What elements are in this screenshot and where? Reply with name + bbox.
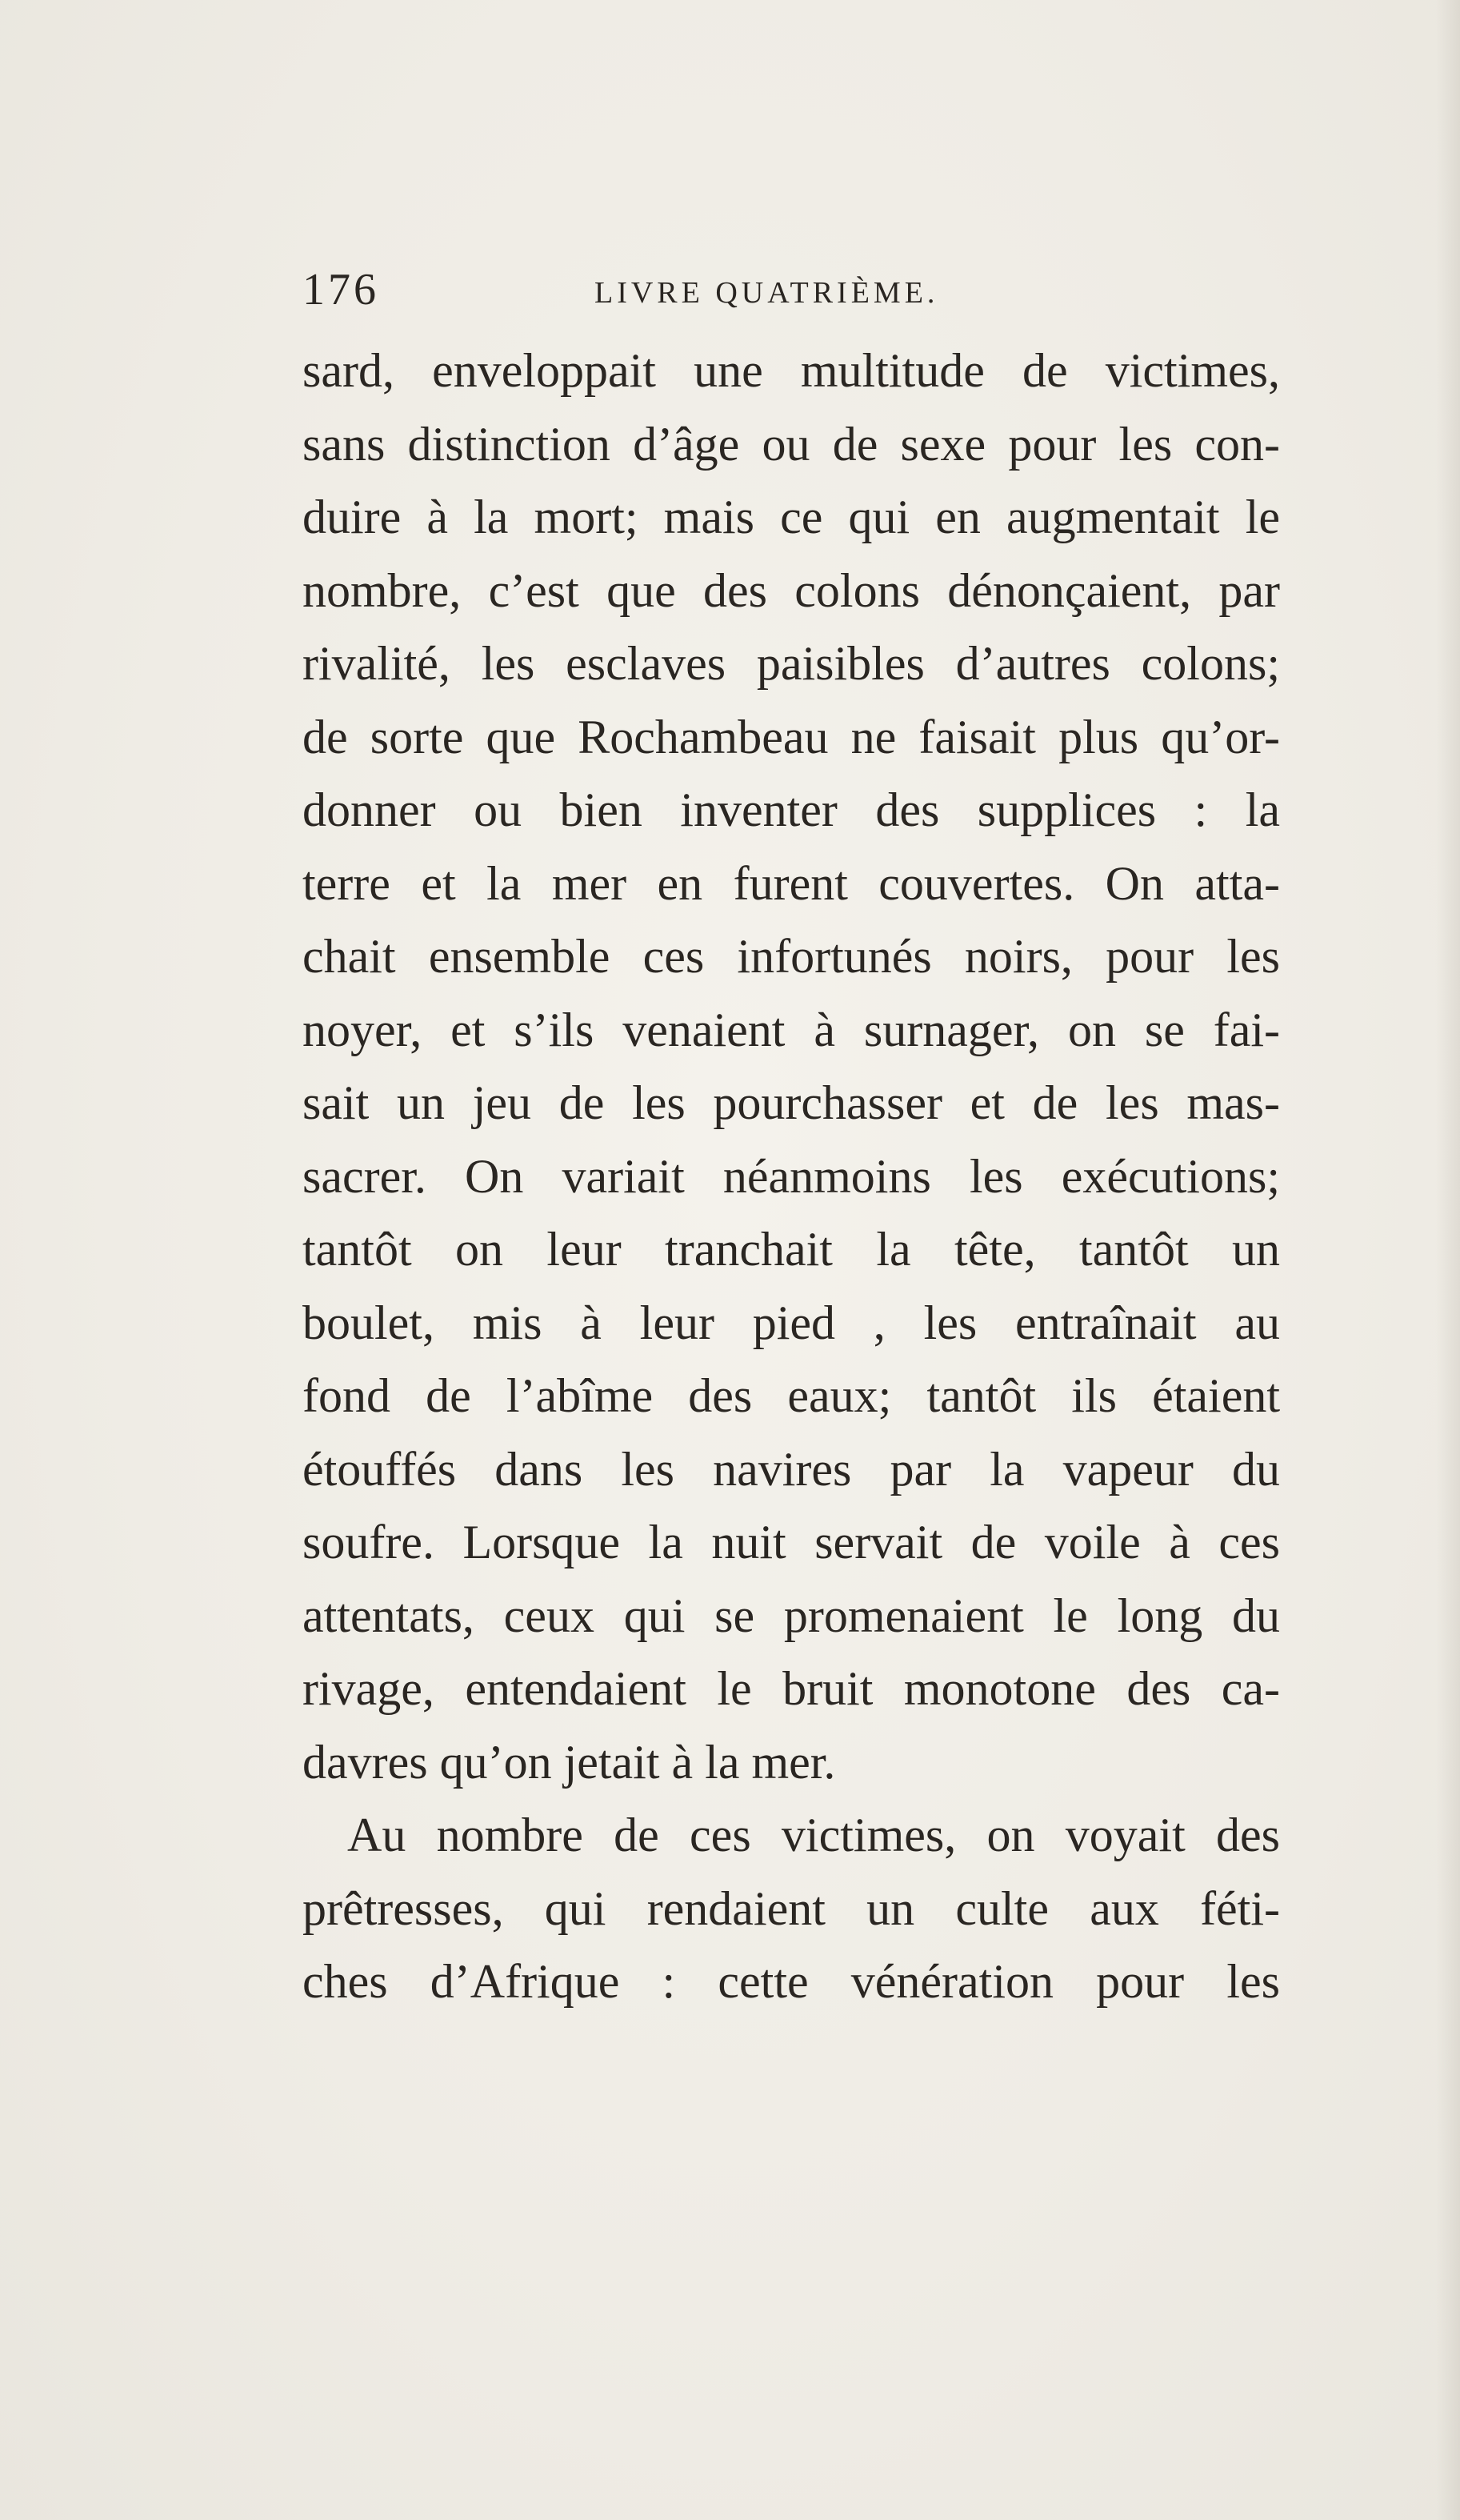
- text-line: ches d’Afrique : cette vénération pour les: [302, 1955, 1280, 2008]
- text-line: chait ensemble ces infortunés noirs, pour les: [302, 930, 1280, 983]
- text-line: sacrer. On variait néanmoins les exécutions;: [302, 1149, 1280, 1203]
- text-line: étouffés dans les navires par la vapeur du: [302, 1442, 1280, 1496]
- running-head: [302, 264, 1280, 320]
- text-line: prêtresses, qui rendaient un culte aux féti-: [302, 1881, 1280, 1935]
- text-line: fond de l’abîme des eaux; tantôt ils étaient: [302, 1369, 1280, 1422]
- page-number: 176: [302, 265, 379, 314]
- text-line: soufre. Lorsque la nuit servait de voile à ces: [302, 1516, 1280, 1568]
- text-line: rivalité, les esclaves paisibles d’autres colons;: [302, 637, 1280, 690]
- text-line: sans distinction d’âge ou de sexe pour les con-: [302, 417, 1280, 471]
- text-line: Au nombre de ces victimes, on voyait des: [347, 1809, 1280, 1861]
- text-line: duire à la mort; mais ce qui en augmentait le: [302, 491, 1280, 543]
- text-line: sait un jeu de les pourchasser et de les mas-: [302, 1076, 1280, 1129]
- text-line: noyer, et s’ils venaient à surnager, on se fai-: [302, 1003, 1280, 1056]
- page-edge-shadow: [1436, 0, 1460, 2520]
- paragraph-1: [302, 335, 1280, 1799]
- text-line: attentats, ceux qui se promenaient le long du: [302, 1589, 1280, 1642]
- text-line: davres qu’on jetait à la mer.: [302, 1735, 836, 1789]
- text-line: tantôt on leur tranchait la tête, tantôt un: [302, 1223, 1280, 1276]
- text-line: sard, enveloppait une multitude de victimes,: [302, 344, 1280, 397]
- body-text: [302, 335, 1280, 2019]
- text-line: terre et la mer en furent couvertes. On atta-: [302, 856, 1280, 910]
- text-line: rivage, entendaient le bruit monotone des ca-: [302, 1662, 1280, 1715]
- text-line: boulet, mis à leur pied , les entraînait au: [302, 1296, 1280, 1349]
- paragraph-2: [302, 1799, 1280, 2019]
- running-title: LIVRE QUATRIÈME.: [594, 276, 939, 310]
- text-line: nombre, c’est que des colons dénonçaient, par: [302, 563, 1280, 617]
- text-line: de sorte que Rochambeau ne faisait plus qu’or-: [302, 710, 1280, 763]
- text-line: donner ou bien inventer des supplices : la: [302, 783, 1280, 836]
